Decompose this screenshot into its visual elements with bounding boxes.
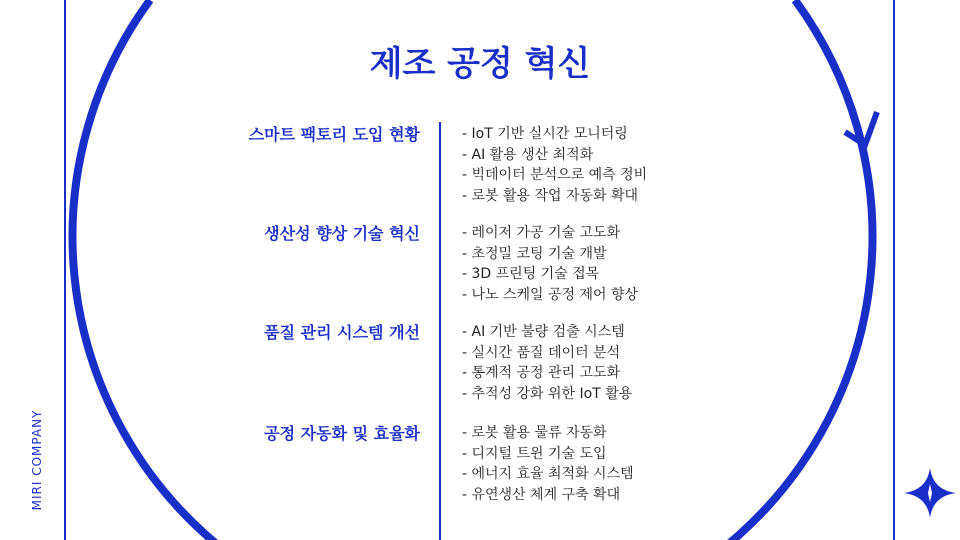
list-item: - 나노 스케일 공정 제어 향상 [462,286,639,303]
list-item: - 로봇 활용 작업 자동화 확대 [462,187,639,204]
list-item: - 실시간 품질 데이터 분석 [462,344,621,361]
list-item: - AI 활용 생산 최적화 [462,146,594,163]
list-item: - 통계적 공정 관리 고도화 [462,365,621,381]
section-item-list [462,223,638,305]
list-item: - IoT 기반 실시간 모니터링 [462,126,628,142]
section-item-list [462,124,647,206]
list-item: - 빅데이터 분석으로 예측 정비 [462,167,648,183]
list-item: - 로봇 활용 물류 자동화 [462,425,607,441]
section-heading: 공정 자동화 및 효율화 [264,424,420,443]
list-item: - 추적성 강화 위한 IoT 활용 [462,385,633,402]
list-item: - 유연생산 체계 구축 확대 [462,486,621,503]
section-heading: 스마트 팩토리 도입 현황 [248,125,420,144]
list-item: - 레이저 가공 기술 고도화 [462,225,621,241]
section-heading: 생산성 향상 기술 혁신 [264,224,420,243]
list-item: - 초정밀 코팅 기술 개발 [462,245,607,262]
section-item-list [462,322,632,404]
page-title: 제조 공정 혁신 [369,44,591,84]
list-item: - 3D 프린팅 기술 접목 [462,266,600,282]
list-item: - AI 기반 불량 검출 시스템 [462,324,625,340]
section-automation [0,423,960,523]
section-smart-factory [0,124,960,224]
section-heading: 품질 관리 시스템 개선 [264,323,420,342]
brand-label: MIRI COMPANY [30,409,44,511]
section-item-list [462,423,634,505]
list-item: - 디지털 트윈 기술 도입 [462,445,607,462]
list-item: - 에너지 효율 최적화 시스템 [462,466,634,482]
section-quality [0,322,960,422]
section-productivity [0,223,960,323]
